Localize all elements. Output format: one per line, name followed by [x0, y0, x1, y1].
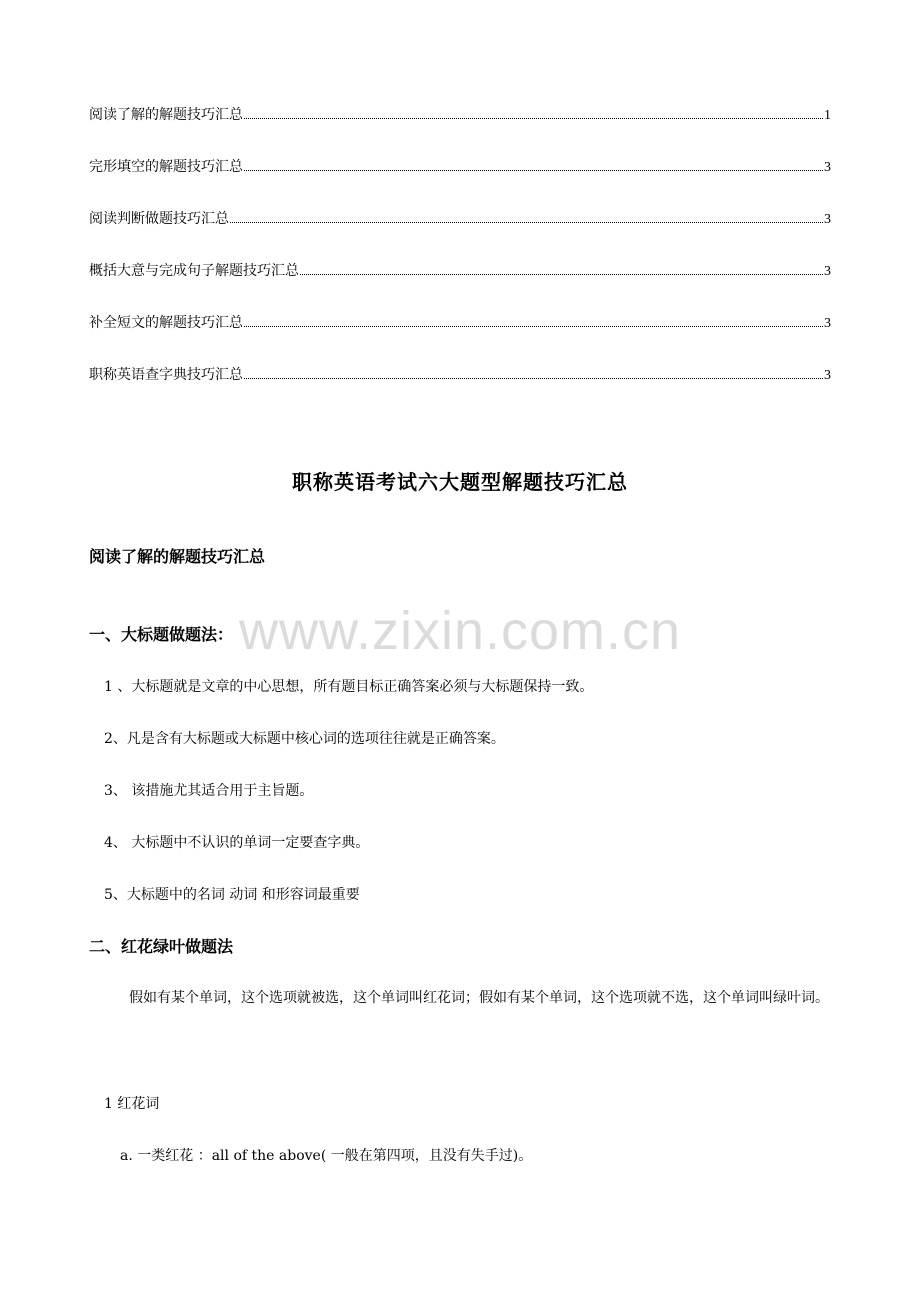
list-item: 3、 该措施尤其适合用于主旨题。	[104, 783, 314, 799]
toc-entry-page: 1	[824, 108, 831, 123]
toc-entry-title: 阅读判断做题技巧汇总	[89, 211, 229, 227]
list-item: a. 一类红花 ：all of the above( 一般在第四项，且没有失手过)。	[120, 1148, 533, 1164]
toc-entry-title: 补全短文的解题技巧汇总	[89, 315, 243, 331]
watermark: www.zixin.com.cn	[238, 601, 682, 661]
toc-leader-dots	[244, 314, 823, 327]
toc-entry[interactable]	[89, 364, 831, 384]
toc-entry-title: 完形填空的解题技巧汇总	[89, 159, 243, 175]
part-heading: 二、红花绿叶做题法	[89, 937, 234, 956]
section-heading: 阅读了解的解题技巧汇总	[89, 547, 266, 566]
list-item: 4、 大标题中不认识的单词一定要查字典。	[104, 835, 370, 851]
part-heading: 一、大标题做题法：	[89, 625, 234, 644]
toc-entry-title: 阅读了解的解题技巧汇总	[89, 107, 243, 123]
toc-leader-dots	[230, 210, 823, 223]
toc-entry-title: 职称英语查字典技巧汇总	[89, 367, 243, 383]
list-item: 2、凡是含有大标题或大标题中核心词的选项往往就是正确答案。	[104, 731, 505, 747]
list-item: 1 、大标题就是文章的中心思想，所有题目标正确答案必须与大标题保持一致。	[104, 679, 594, 695]
toc-entry-page: 3	[824, 264, 831, 279]
toc-entry-page: 3	[824, 212, 831, 227]
toc-entry-title: 概括大意与完成句子解题技巧汇总	[89, 263, 299, 279]
toc-entry-page: 3	[824, 368, 831, 383]
toc-entry[interactable]	[89, 104, 831, 124]
toc-entry[interactable]	[89, 208, 831, 228]
toc-leader-dots	[244, 158, 823, 171]
toc-entry-page: 3	[824, 316, 831, 331]
toc-leader-dots	[244, 106, 823, 119]
body-paragraph: 假如有某个单词，这个选项就被选，这个单词叫红花词；假如有某个单词，这个选项就不选，这个单词叫绿叶词。	[129, 990, 829, 1006]
toc-entry[interactable]	[89, 260, 831, 280]
toc-leader-dots	[244, 366, 823, 379]
toc-entry-page: 3	[824, 160, 831, 175]
document-title: 职称英语考试六大题型解题技巧汇总	[292, 470, 628, 494]
list-item: 5、大标题中的名词 动词 和形容词最重要	[104, 887, 360, 903]
sub-heading: 1 红花词	[104, 1096, 160, 1112]
toc-leader-dots	[300, 262, 823, 275]
toc-entry[interactable]	[89, 312, 831, 332]
toc-entry[interactable]	[89, 156, 831, 176]
